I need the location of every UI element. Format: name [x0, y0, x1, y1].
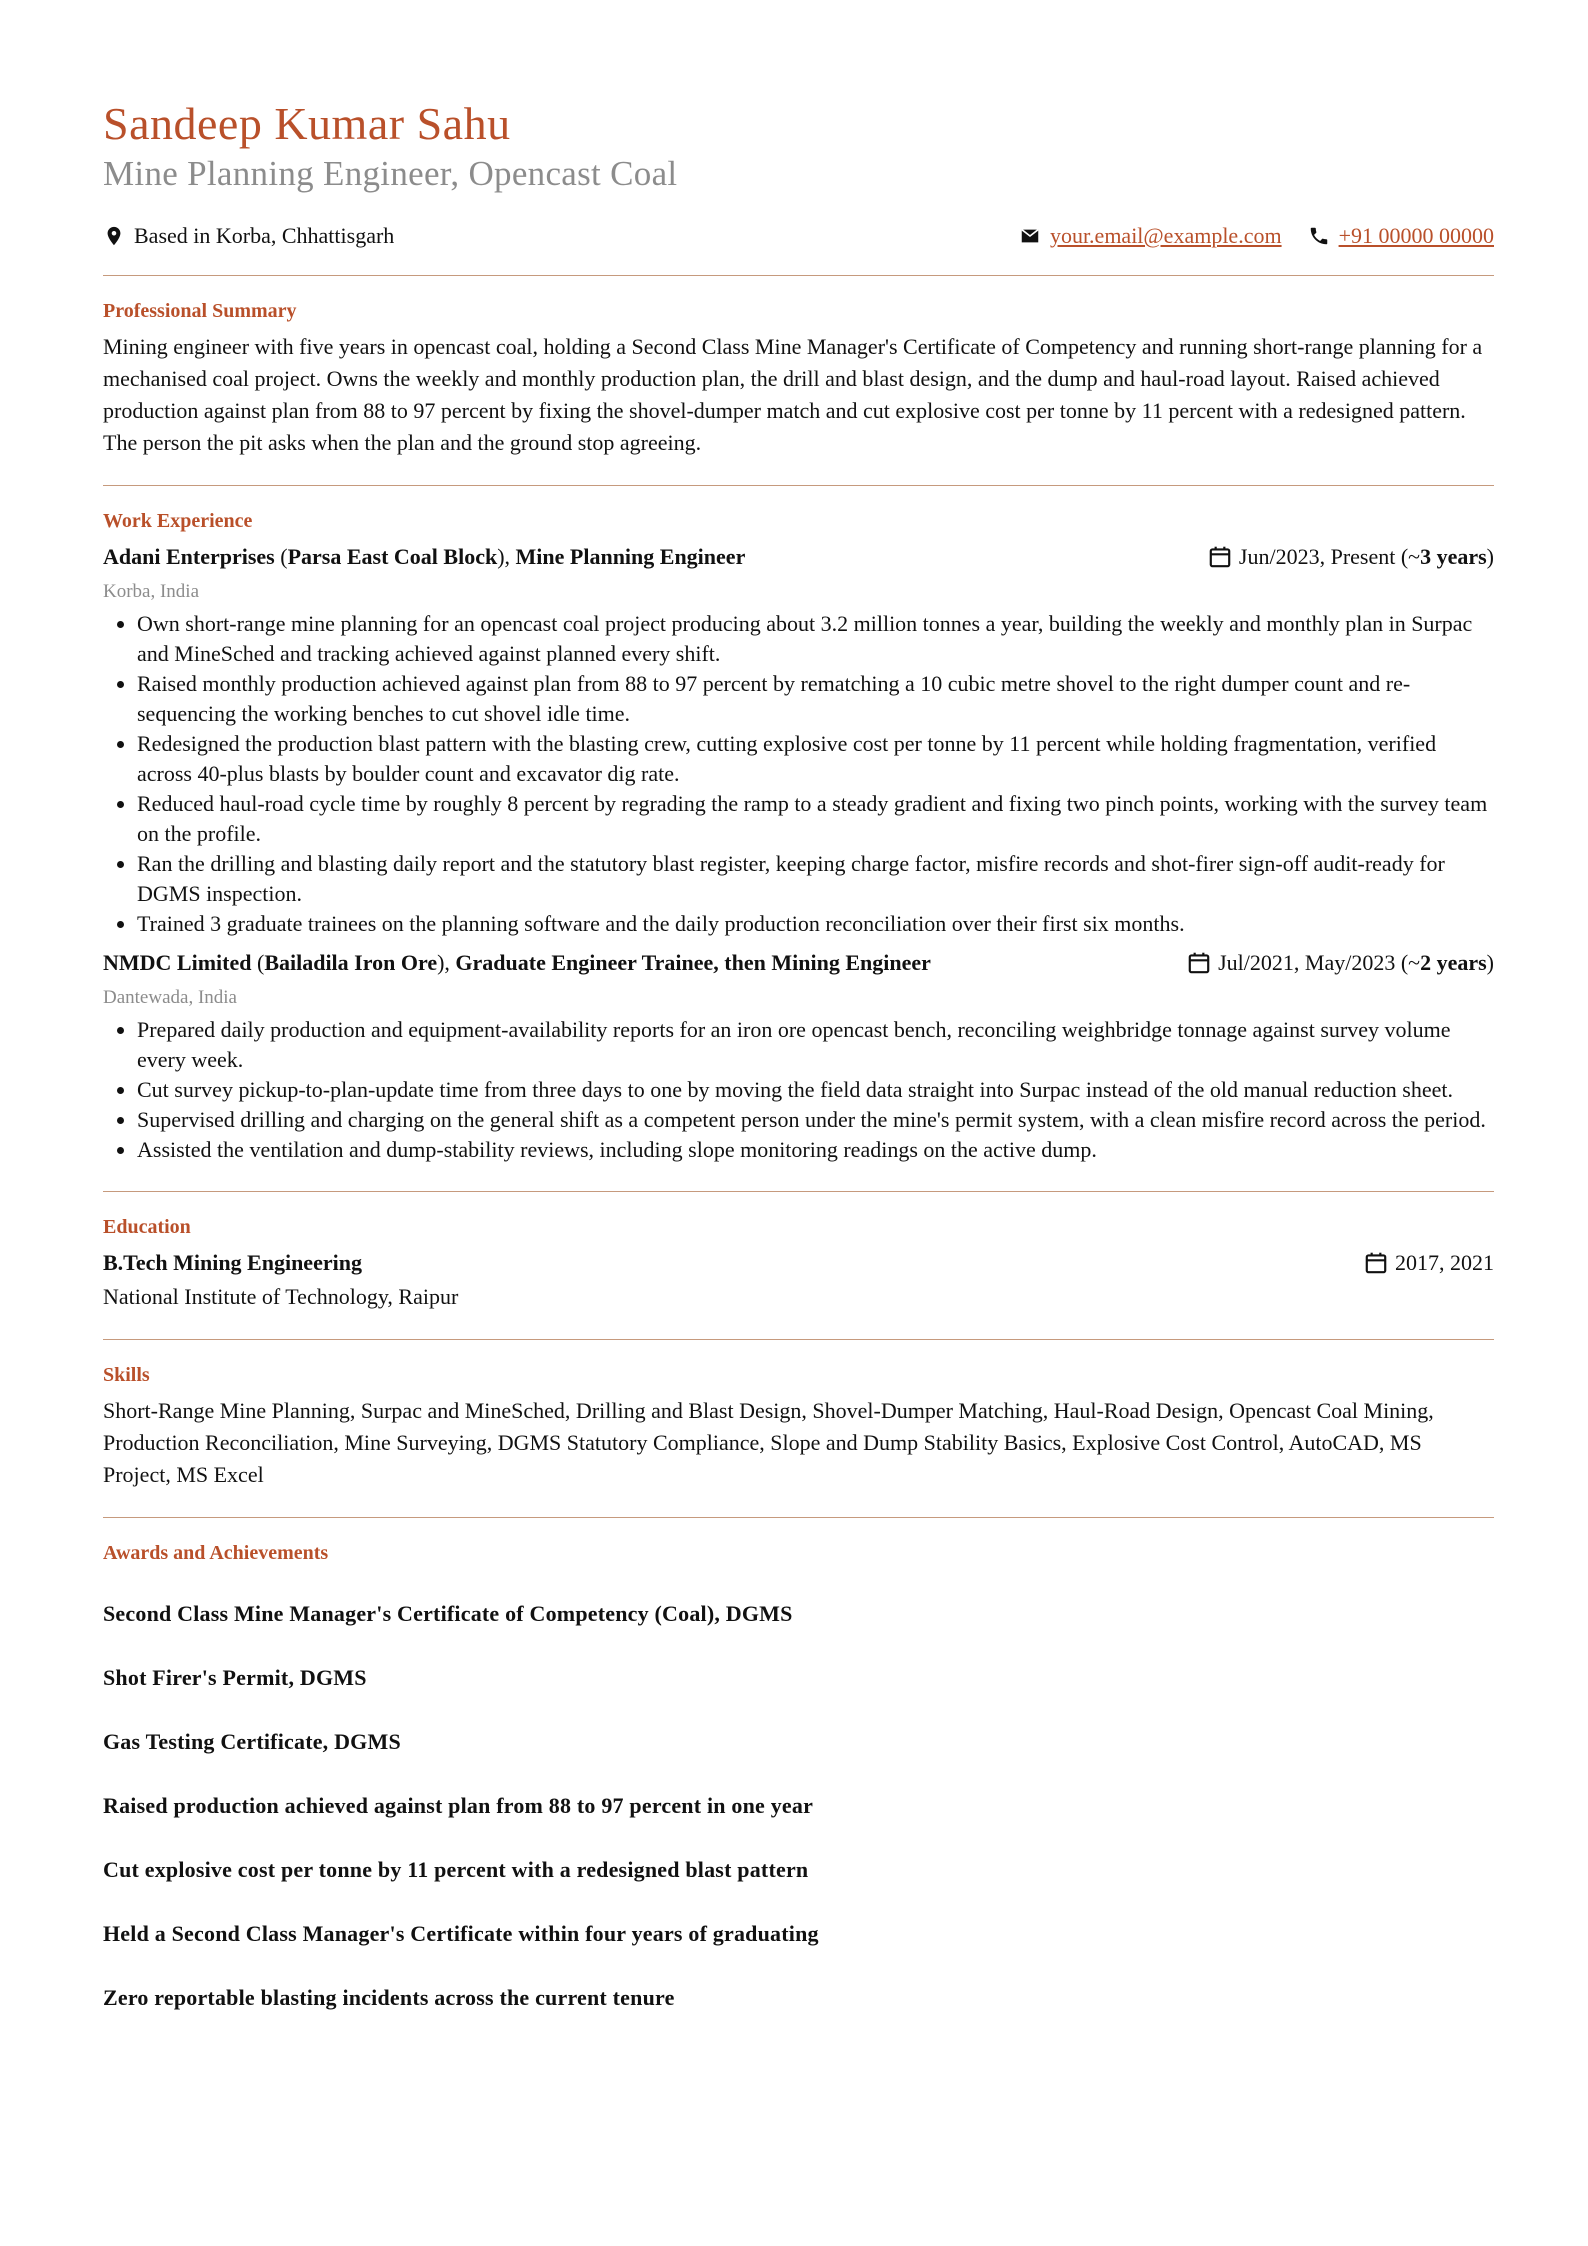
date-close: )	[1486, 949, 1494, 975]
job-title-line: NMDC Limited (Bailadila Iron Ore), Graduate Engineer Trainee, then Mining Engineer	[103, 949, 931, 975]
section-heading: Work Experience	[103, 509, 253, 532]
list-item: • Cut survey pickup-to-plan-update time from three days to one by moving the field data straight into Surpac instead of the old manual reduction sheet.	[137, 1075, 1494, 1105]
section-heading: Skills	[103, 1363, 150, 1386]
company-name: NMDC Limited	[103, 949, 252, 975]
job-location: Korba, India	[103, 580, 200, 602]
awards-section	[103, 1518, 1494, 2039]
job-bullets	[103, 1015, 1494, 1165]
phone	[1308, 223, 1494, 249]
list-item: • Own short-range mine planning for an opencast coal project producing about 3.2 million tonnes a year, building the weekly and monthly plan in Surpac and MineSched and tracking achieved against planned every shift.	[137, 609, 1494, 669]
job-role: Graduate Engineer Trainee, then Mining Engineer	[455, 949, 931, 975]
award-item: Shot Firer's Permit, DGMS	[103, 1664, 367, 1690]
list-item: • Redesigned the production blast pattern with the blasting crew, cutting explosive cost per tonne by 11 percent while holding fragmentation, verified across 40-plus blasts by boulder count and excavator dig rate.	[137, 729, 1494, 789]
location-text: Based in Korba, Chhattisgarh	[134, 222, 395, 248]
phone-icon	[1308, 225, 1330, 247]
award-item: Gas Testing Certificate, DGMS	[103, 1728, 401, 1754]
job-bullets	[103, 609, 1494, 939]
email	[1019, 223, 1282, 249]
job-entry	[103, 947, 1494, 1165]
award-item: Raised production achieved against plan from 88 to 97 percent in one year	[103, 1792, 814, 1818]
list-item: • Assisted the ventilation and dump-stability reviews, including slope monitoring readings on the active dump.	[137, 1135, 1494, 1165]
education-section	[103, 1192, 1494, 1339]
calendar-icon	[1186, 950, 1212, 976]
date-range: 2017, 2021	[1395, 1249, 1494, 1275]
section-heading: Awards and Achievements	[103, 1541, 329, 1564]
experience-section	[103, 486, 1494, 1191]
job-title: Mine Planning Engineer, Opencast Coal	[103, 153, 678, 193]
skills-text: Short-Range Mine Planning, Surpac and MineSched, Drilling and Blast Design, Shovel-Dumper Matching, Haul-Road Design, Opencast Coal Mining, Production Reconciliation, Mine Surveying, DGMS Statutory Compliance, Slope and Dump Stability Basics, Explosive Cost Control, AutoCAD, MS Project, MS Excel	[103, 1397, 1434, 1487]
award-item: Held a Second Class Manager's Certificate within four years of graduating	[103, 1920, 819, 1946]
calendar-icon	[1363, 1250, 1389, 1276]
phone-link[interactable]: +91 00000 00000	[1338, 222, 1494, 248]
list-item: • Raised monthly production achieved against plan from 88 to 97 percent by rematching a 10 cubic metre shovel to the right dumper count and re-sequencing the working benches to cut shovel idle time.	[137, 669, 1494, 729]
summary-text: Mining engineer with five years in opencast coal, holding a Second Class Mine Manager's Certificate of Competency and running short-range planning for a mechanised coal project. Owns the weekly and monthly production plan, the drill and blast design, and the dump and haul-road layout. Raised achieved production against plan from 88 to 97 percent by fixing the shovel-dumper match and cut explosive cost per tonne by 11 percent with a redesigned pattern. The person the pit asks when the plan and the ground stop agreeing.	[103, 333, 1483, 455]
map-pin-icon	[103, 225, 125, 247]
award-item: Second Class Mine Manager's Certificate of Competency (Coal), DGMS	[103, 1600, 793, 1626]
job-header	[103, 947, 1494, 979]
list-item: • Supervised drilling and charging on the general shift as a competent person under the mine's permit system, with a clean misfire record across the period.	[137, 1105, 1494, 1135]
contact-row	[103, 223, 1494, 249]
email-link[interactable]: your.email@example.com	[1049, 222, 1282, 248]
calendar-icon	[1207, 544, 1233, 570]
job-dates	[1186, 947, 1494, 979]
section-heading: Professional Summary	[103, 299, 297, 322]
company-unit: Parsa East Coal Block	[287, 543, 498, 569]
institution: National Institute of Technology, Raipur	[103, 1283, 459, 1309]
summary-section	[103, 276, 1494, 485]
degree: B.Tech Mining Engineering	[103, 1249, 362, 1275]
date-close: )	[1486, 543, 1494, 569]
envelope-icon	[1019, 225, 1041, 247]
award-item: Cut explosive cost per tonne by 11 percent with a redesigned blast pattern	[103, 1856, 809, 1882]
job-header	[103, 541, 1494, 573]
date-range: Jun/2023, Present (~	[1238, 543, 1421, 569]
job-location: Dantewada, India	[103, 986, 237, 1008]
job-dates	[1207, 541, 1494, 573]
duration: 3 years	[1420, 543, 1487, 569]
list-item: • Ran the drilling and blasting daily report and the statutory blast register, keeping charge factor, misfire records and shot-firer sign-off audit-ready for DGMS inspection.	[137, 849, 1494, 909]
job-entry	[103, 541, 1494, 939]
duration: 2 years	[1420, 949, 1487, 975]
education-header	[103, 1247, 1494, 1279]
education-dates	[1363, 1247, 1494, 1279]
date-range: Jul/2021, May/2023 (~	[1218, 949, 1421, 975]
list-item: • Prepared daily production and equipment-availability reports for an iron ore opencast bench, reconciling weighbridge tonnage against survey volume every week.	[137, 1015, 1494, 1075]
company-unit: Bailadila Iron Ore	[264, 949, 438, 975]
location	[103, 223, 394, 249]
list-item: • Trained 3 graduate trainees on the planning software and the daily production reconciliation over their first six months.	[137, 909, 1494, 939]
job-role: Mine Planning Engineer	[515, 543, 746, 569]
section-heading: Education	[103, 1215, 191, 1238]
company-name: Adani Enterprises	[103, 543, 275, 569]
list-item: • Reduced haul-road cycle time by roughly 8 percent by regrading the ramp to a steady gradient and fixing two pinch points, working with the survey team on the profile.	[137, 789, 1494, 849]
skills-section	[103, 1340, 1494, 1517]
award-item: Zero reportable blasting incidents across the current tenure	[103, 1984, 675, 2010]
job-title-line: Adani Enterprises (Parsa East Coal Block), Mine Planning Engineer	[103, 543, 746, 569]
page-title: Sandeep Kumar Sahu	[103, 98, 511, 149]
